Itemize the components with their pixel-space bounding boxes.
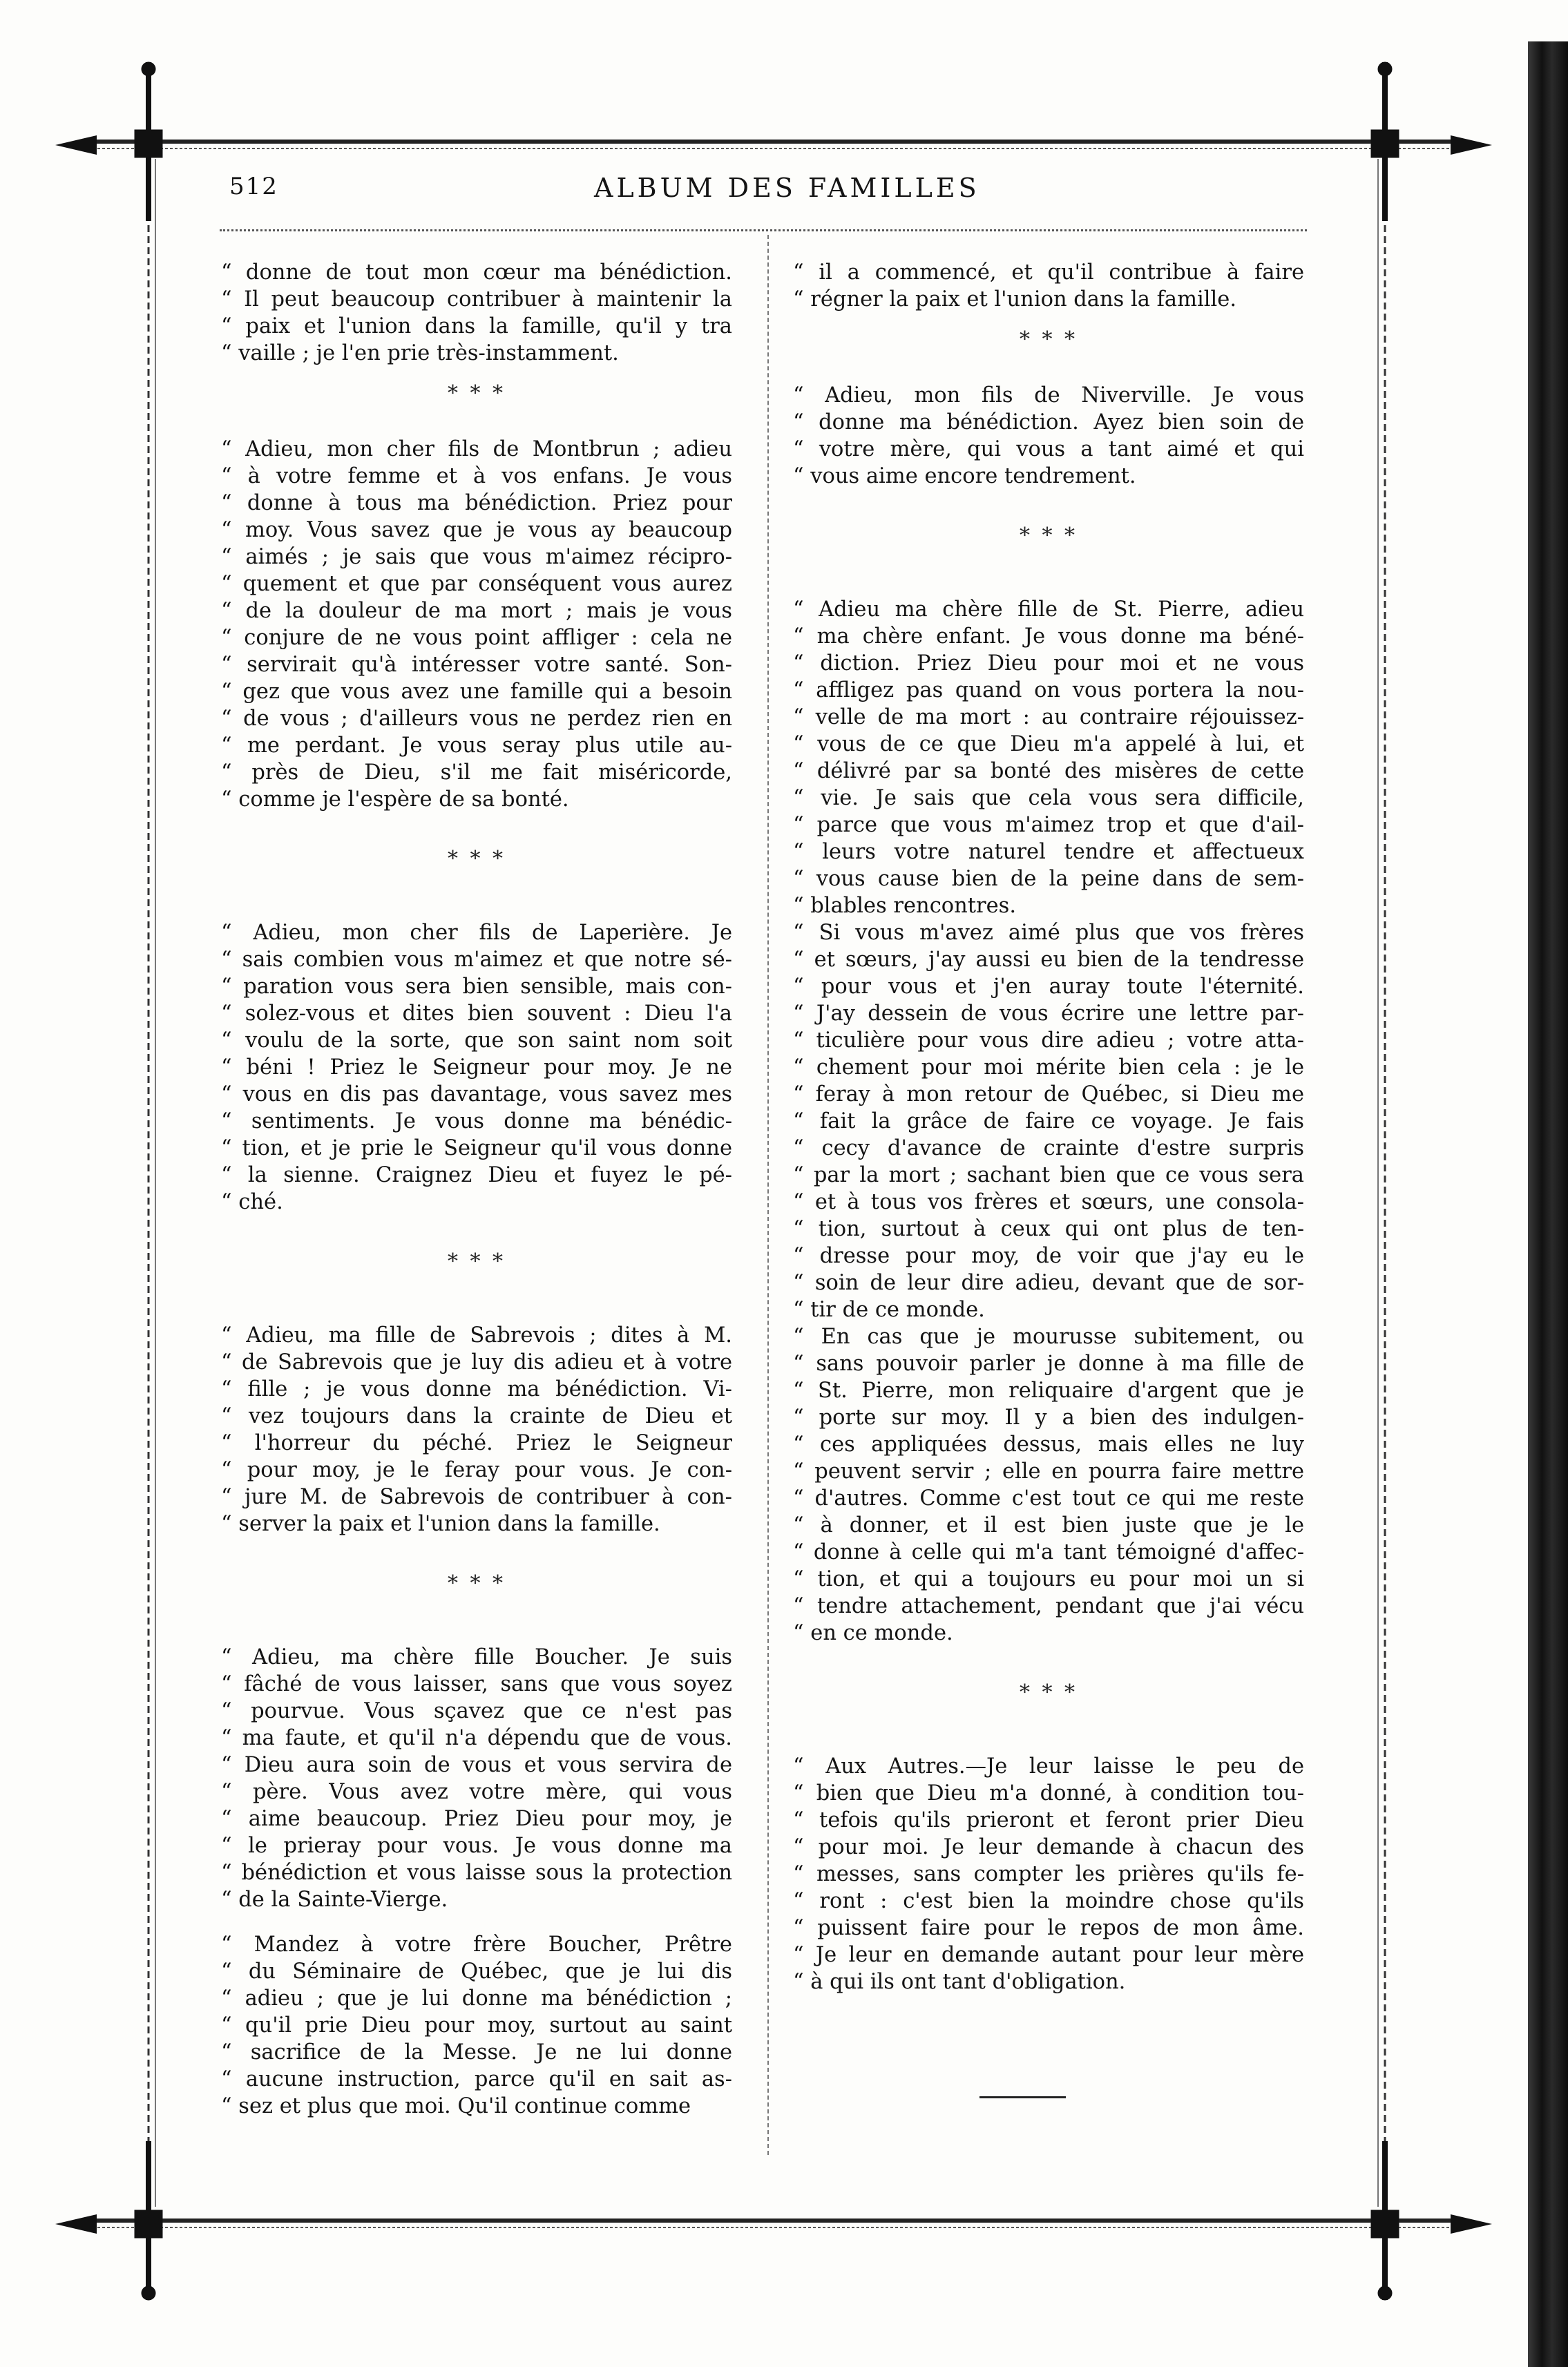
text-line: “ Mandez à votre frère Boucher, Prêtre [221, 1933, 732, 1957]
text-line: “ à qui ils ont tant d'obligation. [793, 1970, 1126, 1994]
text-line: “ vez toujours dans la crainte de Dieu et [221, 1404, 732, 1428]
section-separator: * * * [1019, 327, 1078, 352]
text-line: “ cecy d'avance de crainte d'estre surpris [793, 1136, 1304, 1160]
text-line: “ vous aime encore tendrement. [793, 464, 1136, 488]
paragraph [793, 382, 1304, 490]
text-line: “ server la paix et l'union dans la famille. [221, 1512, 660, 1536]
text-line: “ de Sabrevois que je luy dis adieu et à votre [221, 1350, 732, 1374]
text-line: “ ticulière pour vous dire adieu ; votre atta- [793, 1028, 1304, 1053]
paragraph [221, 1322, 732, 1537]
section-separator: * * * [447, 381, 506, 405]
text-line: “ me perdant. Je vous seray plus utile au- [221, 734, 732, 758]
text-line: “ Aux Autres.—Je leur laisse le peu de [793, 1754, 1304, 1779]
text-line: “ tendre attachement, pendant que j'ai vécu [793, 1594, 1304, 1618]
text-line: “ donne ma bénédiction. Ayez bien soin de [793, 410, 1304, 434]
text-line: “ le prieray pour vous. Je vous donne ma [221, 1834, 732, 1858]
text-line: “ sentiments. Je vous donne ma bénédic- [221, 1109, 732, 1133]
text-line: “ Je leur en demande autant pour leur mère [793, 1943, 1304, 1967]
end-rule [979, 2096, 1066, 2098]
text-line: “ comme je l'espère de sa bonté. [221, 787, 569, 812]
text-line: “ En cas que je mourusse subitement, ou [793, 1325, 1304, 1349]
text-line: “ sans pouvoir parler je donne à ma fille de [793, 1352, 1304, 1376]
text-line: “ aucune instruction, parce qu'il en sait as- [221, 2067, 732, 2091]
text-line: “ dresse pour moy, de voir que j'ay eu le [793, 1244, 1304, 1268]
text-line: “ de vous ; d'ailleurs vous ne perdez rien en [221, 707, 732, 731]
text-line: “ sacrifice de la Messe. Je ne lui donne [221, 2040, 732, 2064]
text-line: “ ma chère enfant. Je vous donne ma béné- [793, 624, 1304, 649]
text-line: “ donne à celle qui m'a tant témoigné d'affec- [793, 1540, 1304, 1564]
text-line: “ puissent faire pour le repos de mon âme. [793, 1916, 1304, 1940]
text-line: “ l'horreur du péché. Priez le Seigneur [221, 1431, 732, 1455]
text-line: “ J'ay dessein de vous écrire une lettre par- [793, 1002, 1304, 1026]
text-line: “ affligez pas quand on vous portera la nou- [793, 678, 1304, 702]
text-line: “ Il peut beaucoup contribuer à maintenir la [221, 287, 732, 312]
text-line: “ ces appliquées dessus, mais elles ne luy [793, 1432, 1304, 1457]
text-line: “ pourvue. Vous sçavez que ce n'est pas [221, 1699, 732, 1723]
text-line: “ Adieu, mon fils de Niverville. Je vous [793, 383, 1304, 408]
text-line: “ de la Sainte-Vierge. [221, 1888, 448, 1912]
text-line: “ fille ; je vous donne ma bénédiction. Vi- [221, 1377, 732, 1401]
text-line: “ pour moi. Je leur demande à chacun des [793, 1835, 1304, 1859]
text-line: “ de la douleur de ma mort ; mais je vous [221, 599, 732, 623]
text-line: “ il a commencé, et qu'il contribue à faire [793, 260, 1304, 285]
text-line: “ à donner, et il est bien juste que je le [793, 1513, 1304, 1537]
text-line: “ qu'il prie Dieu pour moy, surtout au saint [221, 2013, 732, 2038]
text-line: “ leurs votre naturel tendre et affectueux [793, 840, 1304, 864]
text-line: “ ront : c'est bien la moindre chose qu'ils [793, 1889, 1304, 1913]
text-line: “ vaille ; je l'en prie très-instamment. [221, 341, 619, 365]
text-line: “ fait la grâce de faire ce voyage. Je fais [793, 1109, 1304, 1133]
header-rule [220, 229, 1307, 231]
paragraph [221, 1931, 732, 2120]
left-column [221, 259, 732, 2120]
section-separator: * * * [447, 847, 506, 871]
text-line: “ moy. Vous savez que je vous ay beaucoup [221, 518, 732, 542]
text-line: “ Adieu, mon cher fils de Laperière. Je [221, 921, 732, 945]
section-separator: * * * [447, 1571, 506, 1595]
text-line: “ béni ! Priez le Seigneur pour moy. Je ne [221, 1055, 732, 1080]
paragraph [793, 259, 1304, 313]
text-line: “ adieu ; que je lui donne ma bénédiction ; [221, 1986, 732, 2011]
text-line: “ par la mort ; sachant bien que ce vous sera [793, 1163, 1304, 1187]
paragraph [221, 436, 732, 813]
text-line: “ parce que vous m'aimez trop et que d'ail- [793, 813, 1304, 837]
text-line: “ la sienne. Craignez Dieu et fuyez le pé- [221, 1163, 732, 1187]
paragraph [221, 1644, 732, 1913]
text-line: “ Si vous m'avez aimé plus que vos frères [793, 921, 1304, 945]
text-line: “ vous cause bien de la peine dans de sem- [793, 867, 1304, 891]
text-line: “ soin de leur dire adieu, devant que de sor- [793, 1271, 1304, 1295]
paragraph [793, 1753, 1304, 1995]
text-line: “ blables rencontres. [793, 894, 1017, 918]
text-line: “ pour moy, je le feray pour vous. Je con- [221, 1458, 732, 1482]
text-line: “ tion, et je prie le Seigneur qu'il vous donne [221, 1136, 732, 1160]
text-line: “ jure M. de Sabrevois de contribuer à con- [221, 1485, 732, 1509]
text-line: “ donne à tous ma bénédiction. Priez pour [221, 491, 732, 515]
text-line: “ tir de ce monde. [793, 1298, 985, 1322]
running-title: ALBUM DES FAMILLES [594, 173, 980, 203]
text-line: “ feray à mon retour de Québec, si Dieu me [793, 1082, 1304, 1106]
text-line: “ du Séminaire de Québec, que je lui dis [221, 1959, 732, 1984]
text-line: “ conjure de ne vous point affliger : cela ne [221, 626, 732, 650]
text-line: “ donne de tout mon cœur ma bénédiction. [221, 260, 732, 285]
text-line: “ servirait qu'à intéresser votre santé. Son- [221, 653, 732, 677]
text-line: “ ché. [221, 1190, 283, 1214]
section-separator: * * * [1019, 524, 1078, 548]
text-line: “ solez-vous et dites bien souvent : Dieu l'a [221, 1002, 732, 1026]
text-line: “ bien que Dieu m'a donné, à condition tou- [793, 1781, 1304, 1805]
book-spine-edge [1528, 41, 1568, 2367]
text-line: “ messes, sans compter les prières qu'ils fe- [793, 1862, 1304, 1886]
text-line: “ sez et plus que moi. Qu'il continue comme [221, 2094, 691, 2118]
text-line: “ diction. Priez Dieu pour moi et ne vous [793, 651, 1304, 675]
right-column [793, 259, 1304, 1995]
text-line: “ tion, surtout à ceux qui ont plus de ten- [793, 1217, 1304, 1241]
text-line: “ peuvent servir ; elle en pourra faire mettre [793, 1459, 1304, 1484]
text-line: “ délivré par sa bonté des misères de cette [793, 759, 1304, 783]
text-line: “ et à tous vos frères et sœurs, une consola- [793, 1190, 1304, 1214]
text-line: “ Adieu ma chère fille de St. Pierre, adieu [793, 597, 1304, 622]
text-line: “ tion, et qui a toujours eu pour moi un si [793, 1567, 1304, 1591]
text-line: “ près de Dieu, s'il me fait miséricorde, [221, 760, 732, 785]
text-line: “ Adieu, mon cher fils de Montbrun ; adieu [221, 437, 732, 461]
text-line: “ bénédiction et vous laisse sous la protection [221, 1861, 732, 1885]
text-line: “ à votre femme et à vos enfans. Je vous [221, 464, 732, 488]
text-line: “ paix et l'union dans la famille, qu'il y tra [221, 314, 732, 338]
text-line: “ fâché de vous laisser, sans que vous soyez [221, 1672, 732, 1696]
text-line: “ sais combien vous m'aimez et que notre sé- [221, 948, 732, 972]
column-divider [767, 235, 769, 2155]
section-separator: * * * [1019, 1680, 1078, 1705]
paragraph [221, 259, 732, 367]
text-line: “ ma faute, et qu'il n'a dépendu que de vous. [221, 1726, 732, 1750]
text-line: “ vous en dis pas davantage, vous savez mes [221, 1082, 732, 1106]
text-line: “ d'autres. Comme c'est tout ce qui me reste [793, 1486, 1304, 1511]
text-line: “ paration vous sera bien sensible, mais con- [221, 975, 732, 999]
text-line: “ voulu de la sorte, que son saint nom soit [221, 1028, 732, 1053]
text-line: “ chement pour moi mérite bien cela : je le [793, 1055, 1304, 1080]
section-separator: * * * [447, 1249, 506, 1274]
text-line: “ pour vous et j'en auray toute l'éternité. [793, 975, 1304, 999]
text-line: “ aimés ; je sais que vous m'aimez récipro- [221, 545, 732, 569]
paragraph [793, 596, 1304, 919]
text-line: “ tefois qu'ils prieront et feront prier Dieu [793, 1808, 1304, 1832]
text-line: “ Dieu aura soin de vous et vous servira de [221, 1753, 732, 1777]
text-line: “ aime beaucoup. Priez Dieu pour moy, je [221, 1807, 732, 1831]
paragraph [793, 1323, 1304, 1647]
text-line: “ votre mère, qui vous a tant aimé et qui [793, 437, 1304, 461]
text-line: “ porte sur moy. Il y a bien des indulgen- [793, 1406, 1304, 1430]
text-line: “ et sœurs, j'ay aussi eu bien de la tendresse [793, 948, 1304, 972]
page-number: 512 [229, 173, 278, 200]
text-line: “ en ce monde. [793, 1621, 953, 1645]
text-line: “ St. Pierre, mon reliquaire d'argent que je [793, 1379, 1304, 1403]
text-line: “ velle de ma mort : au contraire réjouissez- [793, 705, 1304, 729]
text-line: “ quement et que par conséquent vous aurez [221, 572, 732, 596]
paragraph [793, 919, 1304, 1323]
text-line: “ vous de ce que Dieu m'a appelé à lui, et [793, 732, 1304, 756]
text-line: “ Adieu, ma fille de Sabrevois ; dites à M. [221, 1323, 732, 1348]
page-header [221, 173, 1312, 214]
text-line: “ gez que vous avez une famille qui a besoin [221, 680, 732, 704]
text-line: “ père. Vous avez votre mère, qui vous [221, 1780, 732, 1804]
text-line: “ régner la paix et l'union dans la famille. [793, 287, 1237, 312]
paragraph [221, 919, 732, 1216]
text-line: “ Adieu, ma chère fille Boucher. Je suis [221, 1645, 732, 1669]
text-line: “ vie. Je sais que cela vous sera difficile, [793, 786, 1304, 810]
